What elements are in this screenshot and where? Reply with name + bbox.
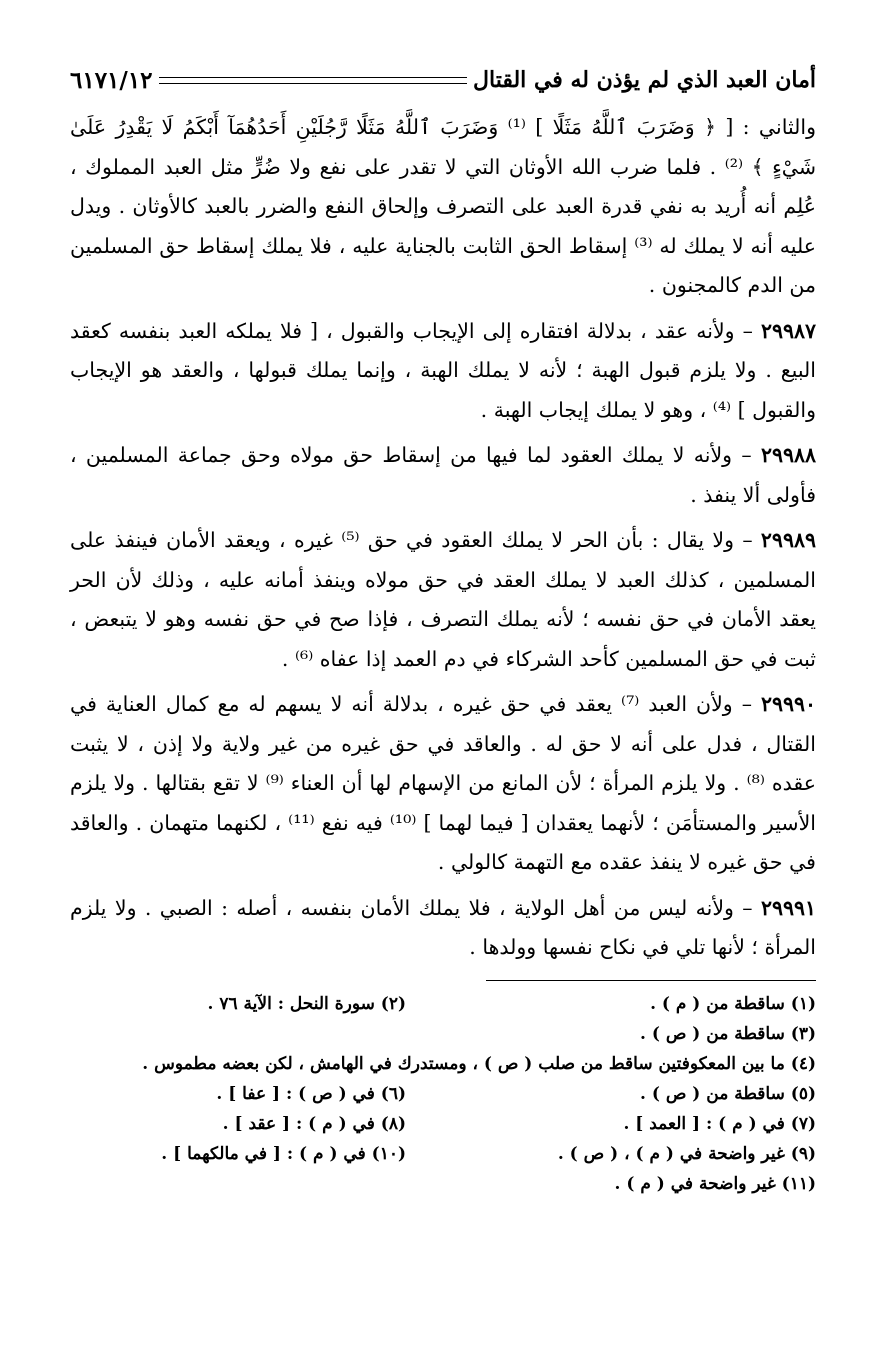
footnote-row: [70, 1169, 816, 1199]
paragraph-text: – ولا يقال : بأن الحر لا يملك العقود في حق ⁽⁵⁾ غيره ، ويعقد الأمان فينفذ على المسلمين ، كذلك العبد لا يملك العقد في حق مولاه وينفذ أمانه عليه ، وذلك لأن الحر يعقد الأمان في حق نفسه ؛ لأنه يملك التصرف ، فإذا صح في حق نفسه وهو لا يتبعض ، ثبت في حق المسلمين كأحد الشركاء في دم العمد إذا عفاه ⁽⁶⁾ .: [70, 528, 816, 671]
chapter-title: أمان العبد الذي لم يؤذن له في القتال: [473, 67, 816, 93]
footnote-separator: [486, 980, 816, 981]
paragraph: [70, 312, 816, 431]
paragraph-number: ٢٩٩٨٨: [760, 443, 816, 467]
paragraph-text: والثاني : [ ﴿ وَضَرَبَ ٱللَّهُ مَثَلًا ] ⁽¹⁾ وَضَرَبَ ٱللَّهُ مَثَلًا رَّجُلَيْنِ أَحَدُهُمَآ أَبْكَمُ لَا يَقْدِرُ عَلَىٰ شَيْءٍ ﴾ ⁽²⁾ . فلما ضرب الله الأوثان التي لا تقدر على نفع ولا ضُرٍّ مثل العبد المملوك ، عُلِم أنه أُريد به نفي قدرة العبد على التصرف وإلحاق النفع والضرر بالعبد كالأوثان . ويدل عليه أنه لا يملك له ⁽³⁾ إسقاط الحق الثابت بالجناية عليه ، فلا يملك إسقاط حق المسلمين من الدم كالمجنون .: [70, 115, 817, 297]
footnote: (٦) في ( ص ) : [ عفا ] .: [216, 1083, 406, 1104]
page-number: ٦١٧١/١٢: [70, 66, 153, 94]
footnotes: [70, 989, 816, 1199]
footnote: (١٠) في ( م ) : [ في مالكهما ] .: [161, 1143, 406, 1164]
footnote: (٣) ساقطة من ( ص ) .: [640, 1023, 816, 1044]
footnote: (١) ساقطة من ( م ) .: [650, 993, 816, 1014]
footnote: (٢) سورة النحل : الآية ٧٦ .: [207, 993, 406, 1014]
paragraph: [70, 108, 816, 306]
footnote: (٧) في ( م ) : [ العمد ] .: [623, 1113, 816, 1134]
paragraph: [70, 685, 816, 883]
footnote: (٥) ساقطة من ( ص ) .: [640, 1083, 816, 1104]
footnote-row: [70, 1109, 816, 1139]
paragraph-number: ٢٩٩٨٩: [760, 528, 816, 552]
footnote-row: [70, 1139, 816, 1169]
footnote: (١١) غير واضحة في ( م ) .: [614, 1173, 816, 1194]
footnote-row: [70, 1019, 816, 1049]
book-page: [70, 58, 816, 1199]
paragraph-text: – ولأن العبد ⁽⁷⁾ يعقد في حق غيره ، بدلالة أنه لا يسهم له مع كمال العناية في القتال ، فدل على أنه لا حق له . والعاقد في حق غيره من غير ولاية ولا إذن ، لا يثبت عقده ⁽⁸⁾ . ولا يلزم المرأة ؛ لأن المانع من الإسهام لها أن العناء ⁽⁹⁾ لا تقع بقتالها . ولا يلزم الأسير والمستأمَن ؛ لأنهما يعقدان [ فيما لهما ] ⁽¹⁰⁾ فيه نفع ⁽¹¹⁾ ، لكنهما متهمان . والعاقد في حق غيره لا ينفذ عقده مع التهمة كالولي .: [70, 692, 816, 874]
paragraph: [70, 889, 816, 968]
paragraph: [70, 436, 816, 515]
main-text: [70, 108, 816, 968]
paragraph-number: ٢٩٩٩٠: [760, 692, 816, 716]
paragraph-number: ٢٩٩٩١: [760, 895, 816, 920]
footnote-row: [70, 989, 816, 1019]
footnote: (٩) غير واضحة في ( م ) ، ( ص ) .: [557, 1143, 816, 1164]
paragraph-text: – ولأنه عقد ، بدلالة افتقاره إلى الإيجاب والقبول ، [ فلا يملكه العبد بنفسه كعقد البيع . ولا يلزم قبول الهبة ؛ لأنه لا يملك الهبة ، وإنما يملك قبولها ، والعقد هو الإيجاب والقبول ] ⁽⁴⁾ ، وهو لا يملك إيجاب الهبة .: [70, 318, 816, 422]
footnote-row: [70, 1079, 816, 1109]
paragraph-number: ٢٩٩٨٧: [760, 318, 816, 343]
footnote-row: [70, 1049, 816, 1079]
footnote: (٤) ما بين المعكوفتين ساقط من صلب ( ص ) ، ومستدرك في الهامش ، لكن بعضه مطموس .: [142, 1053, 816, 1074]
header-rule: [159, 77, 467, 84]
paragraph: [70, 521, 816, 679]
running-header: [70, 58, 816, 102]
footnote: (٨) في ( م ) : [ عقد ] .: [222, 1113, 406, 1134]
paragraph-text: – ولأنه لا يملك العقود لما فيها من إسقاط حق مولاه وحق جماعة المسلمين ، فأولى ألا ينفذ .: [70, 443, 816, 507]
paragraph-text: – ولأنه ليس من أهل الولاية ، فلا يملك الأمان بنفسه ، أصله : الصبي . ولا يلزم المرأة ؛ لأنها تلي في نكاح نفسها وولدها .: [70, 895, 816, 959]
